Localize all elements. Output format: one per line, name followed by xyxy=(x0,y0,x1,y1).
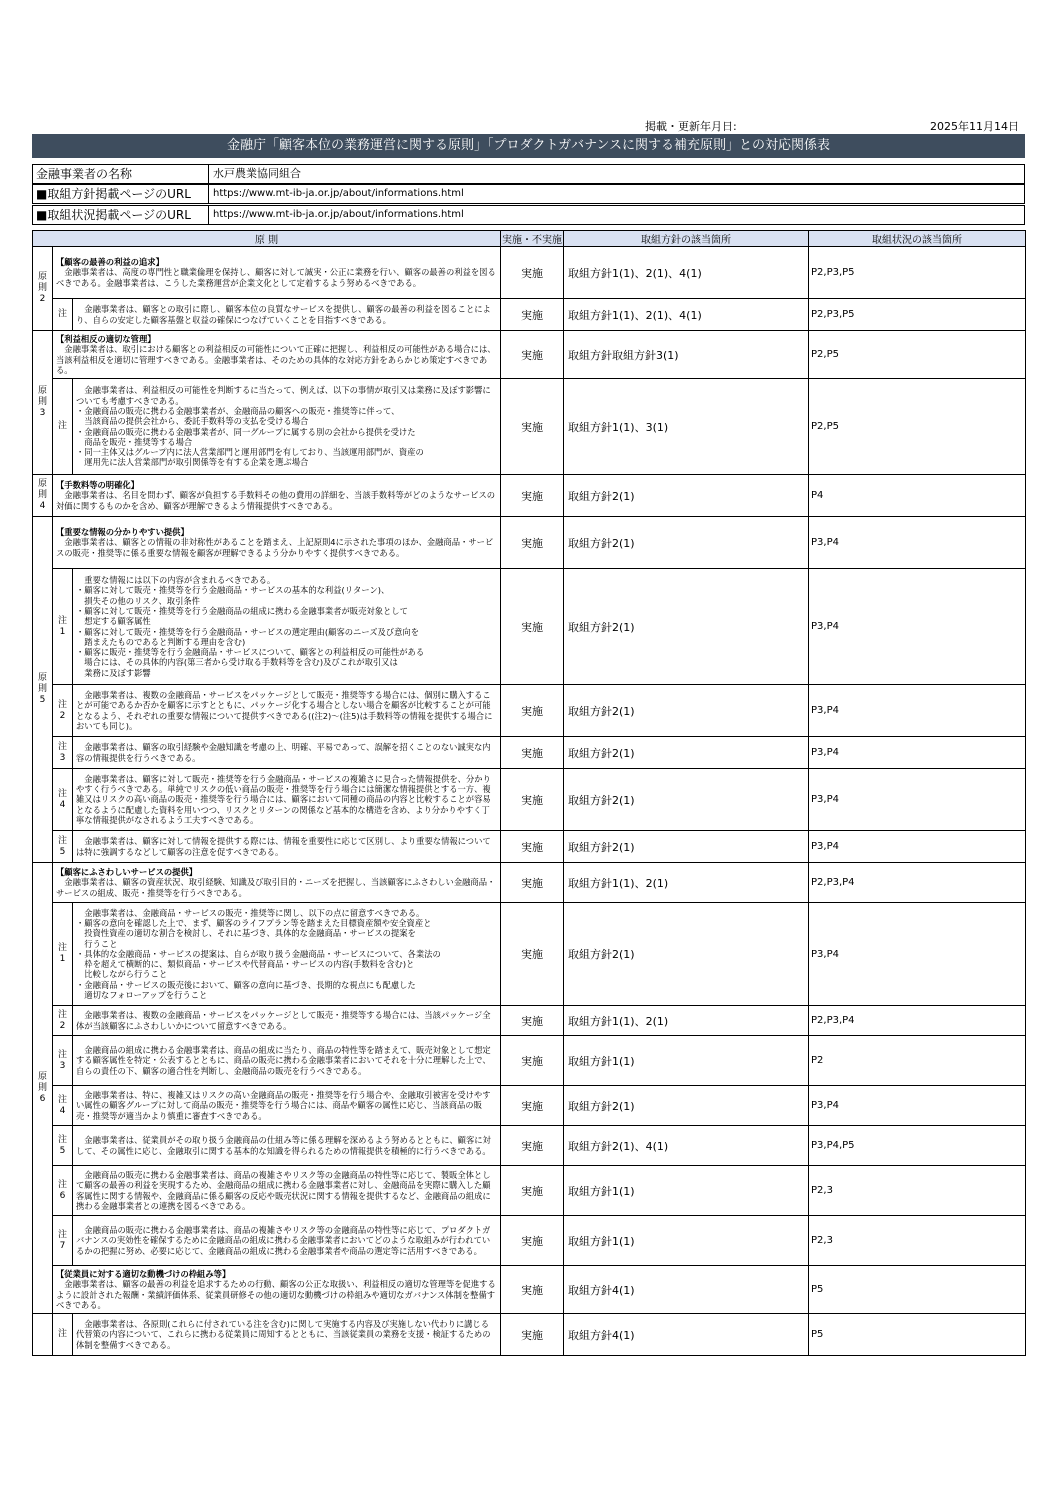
status-cell: P2,P3,P4 xyxy=(809,863,1026,903)
note-text xyxy=(73,569,501,685)
note-body: 重要な情報には以下の内容が含まれるべきである。 ・顧客に対して販売・推奨等を行う金融商品・サービスの基本的な利益(リターン)、 損失その他のリスク、取引条件 ・顧客に対して販売・推奨等を行う金融商品の組成に携わる金融事業者が販売対象として 想定する顧客属性 ・顧客に対して販売・推奨等を行う金融商品・サービスの選定理由(顧客のニーズ及び意向を 踏まえたものであると判断する理由を含む) ・顧客に販売・推奨等を行う金融商品・サービスについて、顧客との利益相反の可能性がある 場合には、その具体的内容(第三者から受け取る手数料等を含む)及びこれが取引又は 業務に及ぼす影響 xyxy=(76,575,425,678)
policy-cell: 取組方針2(1) xyxy=(564,769,809,831)
note-label: 注 6 xyxy=(53,1166,73,1216)
table-row xyxy=(33,1266,1026,1314)
note-label: 注 4 xyxy=(53,769,73,831)
note-body: 金融商品の販売に携わる金融事業者は、商品の複雑さやリスク等の金融商品の特性等に応じて、製販全体として顧客の最善の利益を実現するため、金融商品の組成に携わる金融事業者に対し、金融商品を実際に購入した顧客属性に関する情報や、金融商品に係る顧客の反応や販売状況に関する情報を提供するなど、金融商品の組成に携わる金融事業者との連携を図るべきである。 xyxy=(76,1169,491,1211)
impl-cell: 実施 xyxy=(501,863,564,903)
status-cell: P2,3 xyxy=(809,1166,1026,1216)
policy-cell: 取組方針1(1) xyxy=(564,1036,809,1086)
policy-cell: 取組方針2(1)、4(1) xyxy=(564,1126,809,1166)
note-body: 金融商品の販売に携わる金融事業者は、商品の複雑さやリスク等の金融商品の特性等に応じて、プロダクトガバナンスの実効性を確保するために金融商品の組成に携わる金融事業者においてどのような取組みが行われているかの把握に努め、必要に応じて、金融商品の組成に携わる金融事業者や商品の選定等に活用すべきである。 xyxy=(76,1225,491,1256)
note-label: 注 1 xyxy=(53,569,73,685)
impl-cell: 実施 xyxy=(501,1314,564,1356)
policy-cell: 取組方針1(1)、2(1)、4(1) xyxy=(564,247,809,299)
impl-cell: 実施 xyxy=(501,1086,564,1126)
status-cell: P2 xyxy=(809,1036,1026,1086)
note-body: 金融事業者は、顧客に対して情報を提供する際には、情報を重要性に応じて区別し、より重要な情報については特に強調するなどして顧客の注意を促すべきである。 xyxy=(76,836,491,857)
principle-heading: 【従業員に対する適切な動機づけの枠組み等】 xyxy=(56,1268,231,1279)
status-cell: P2,P3,P5 xyxy=(809,247,1026,299)
note-text xyxy=(73,379,501,475)
principle-text xyxy=(53,247,501,299)
table-row xyxy=(33,685,1026,737)
note-label: 注 7 xyxy=(53,1216,73,1266)
table-row xyxy=(33,863,1026,903)
policy-cell: 取組方針2(1) xyxy=(564,517,809,569)
impl-cell: 実施 xyxy=(501,331,564,379)
impl-cell: 実施 xyxy=(501,1036,564,1086)
principle-text xyxy=(53,1266,501,1314)
status-cell: P2,3 xyxy=(809,1216,1026,1266)
correspondence-table xyxy=(32,230,1026,1356)
table-row xyxy=(33,379,1026,475)
principle-heading: 【顧客の最善の利益の追求】 xyxy=(56,257,164,268)
status-cell: P3,P4 xyxy=(809,517,1026,569)
principle-text xyxy=(53,331,501,379)
note-text xyxy=(73,1166,501,1216)
policy-cell: 取組方針1(1)、2(1)、4(1) xyxy=(564,299,809,331)
principle-body: 金融事業者は、顧客との情報の非対称性があることを踏まえ、上記原則4に示された事項のほか、金融商品・サービスの販売・推奨等に係る重要な情報を顧客が理解できるよう分かりやすく提供すべきである。 xyxy=(56,537,494,558)
policy-cell: 取組方針2(1) xyxy=(564,831,809,863)
status-url-link[interactable]: https://www.mt-ib-ja.or.jp/about/informations.html xyxy=(213,209,464,220)
note-label: 注 3 xyxy=(53,1036,73,1086)
table-row xyxy=(33,737,1026,769)
impl-cell: 実施 xyxy=(501,569,564,685)
policy-cell: 取組方針2(1) xyxy=(564,903,809,1006)
note-body: 金融事業者は、顧客の取引経験や金融知識を考慮の上、明確、平易であって、誤解を招くことのない誠実な内容の情報提供を行うべきである。 xyxy=(76,742,491,763)
status-cell: P2,P3,P4 xyxy=(809,1006,1026,1036)
impl-cell: 実施 xyxy=(501,685,564,737)
col-header-principle: 原 則 xyxy=(33,231,501,247)
document-title: 金融庁「顧客本位の業務運営に関する原則」「プロダクトガバナンスに関する補充原則」との対応関係表 xyxy=(32,134,1025,158)
policy-cell: 取組方針4(1) xyxy=(564,1266,809,1314)
note-body: 金融事業者は、複数の金融商品・サービスをパッケージとして販売・推奨等する場合には、当該パッケージ全体が当該顧客にふさわしいかについて留意すべきである。 xyxy=(76,1010,491,1031)
principle-label: 原 則 4 xyxy=(33,475,53,517)
principle-body: 金融事業者は、高度の専門性と職業倫理を保持し、顧客に対して誠実・公正に業務を行い、顧客の最善の利益を図るべきである。金融事業者は、こうした業務運営が企業文化として定着するよう努めるべきである。 xyxy=(56,267,496,288)
note-label: 注 5 xyxy=(53,1126,73,1166)
status-cell: P3,P4 xyxy=(809,903,1026,1006)
note-body: 金融商品の組成に携わる金融事業者は、商品の組成に当たり、商品の特性等を踏まえて、販売対象として想定する顧客属性を特定・公表するとともに、商品の販売に携わる金融事業者においてそれを十分に理解した上で、自らの責任の下、顧客の適合性を判断し、金融商品の販売を行うべきである。 xyxy=(76,1045,491,1076)
table-row xyxy=(33,1216,1026,1266)
status-cell: P3,P4 xyxy=(809,831,1026,863)
note-label: 注 xyxy=(53,379,73,475)
note-body: 金融事業者は、特に、複雑又はリスクの高い金融商品の販売・推奨等を行う場合や、金融取引被害を受けやすい属性の顧客グループに対して商品の販売・推奨等を行う場合には、商品や顧客の属性に応じ、当該商品の販売・推奨等が適当かより慎重に審査すべきである。 xyxy=(76,1090,491,1121)
status-cell: P3,P4 xyxy=(809,569,1026,685)
note-body: 金融事業者は、金融商品・サービスの販売・推奨等に関し、以下の点に留意すべきである。 ・顧客の意向を確認した上で、まず、顧客のライフプラン等を踏まえた目標資産額や安全資産と 投資性資産の適切な割合を検討し、それに基づき、具体的な金融商品・サービスの提案を 行うこと ・具体的な金融商品・サービスの提案は、自らが取り扱う金融商品・サービスについて、各業法の 枠を超えて横断的に、類似商品・サービスや代替商品・サービスの内容(手数料を含む)と 比較しながら行うこと ・金融商品・サービスの販売後において、顧客の意向に基づき、長期的な視点にも配慮した 適切なフォローアップを行うこと xyxy=(76,907,441,1001)
note-label: 注 5 xyxy=(53,831,73,863)
table-row xyxy=(33,1036,1026,1086)
col-header-impl: 実施・不実施 xyxy=(501,231,564,247)
note-label: 注 xyxy=(53,1314,73,1356)
note-label: 注 1 xyxy=(53,903,73,1006)
principle-text xyxy=(53,475,501,517)
principle-label: 原 則 3 xyxy=(33,331,53,475)
principle-label: 原 則 6 xyxy=(33,863,53,1314)
principle-heading: 【顧客にふさわしいサービスの提供】 xyxy=(56,867,198,878)
policy-cell: 取組方針2(1) xyxy=(564,685,809,737)
table-row xyxy=(33,769,1026,831)
impl-cell: 実施 xyxy=(501,1126,564,1166)
note-body: 金融事業者は、従業員がその取り扱う金融商品の仕組み等に係る理解を深めるよう努めるとともに、顧客に対して、その属性に応じ、金融取引に関する基本的な知識を得られるための情報提供を積極的に行うべきである。 xyxy=(76,1135,491,1156)
note-text xyxy=(73,685,501,737)
note-text xyxy=(73,1126,501,1166)
status-cell: P5 xyxy=(809,1314,1026,1356)
status-cell: P5 xyxy=(809,1266,1026,1314)
table-row xyxy=(33,569,1026,685)
note-text xyxy=(73,1086,501,1126)
table-row xyxy=(33,299,1026,331)
note-text xyxy=(73,769,501,831)
note-body: 金融事業者は、各原則(これらに付されている注を含む)に関して実施する内容及び実施しない代わりに講じる代替策の内容について、これらに携わる従業員に周知するとともに、当該従業員の業務を支援・検証するための体制を整備すべきである。 xyxy=(76,1319,491,1350)
note-text xyxy=(73,299,501,331)
principle-text xyxy=(53,517,501,569)
principle-text xyxy=(53,863,501,903)
note-body: 金融事業者は、複数の金融商品・サービスをパッケージとして販売・推奨等する場合には、個別に購入することが可能であるか否かを顧客に示すとともに、パッケージ化する場合としない場合を顧客が比較することが可能となるよう、それぞれの重要な情報について提供すべきである((注2)～(注5)は手数料等の情報を提供する場合においても同じ)。 xyxy=(76,689,493,731)
table-row xyxy=(33,1086,1026,1126)
status-cell: P3,P4 xyxy=(809,685,1026,737)
table-row xyxy=(33,475,1026,517)
table-row xyxy=(33,1126,1026,1166)
status-cell: P4 xyxy=(809,475,1026,517)
table-row xyxy=(33,903,1026,1006)
note-text xyxy=(73,1314,501,1356)
principle-body: 金融事業者は、名目を問わず、顧客が負担する手数料その他の費用の詳細を、当該手数料等がどのようなサービスの対価に関するものかを含め、顧客が理解できるよう情報提供すべきである。 xyxy=(56,490,496,511)
policy-cell: 取組方針2(1) xyxy=(564,475,809,517)
policy-cell: 取組方針1(1)、2(1) xyxy=(564,1006,809,1036)
status-cell: P3,P4 xyxy=(809,1086,1026,1126)
principle-label: 原 則 2 xyxy=(33,247,53,331)
policy-cell: 取組方針取組方針3(1) xyxy=(564,331,809,379)
status-url-label: ■取組状況掲載ページのURL xyxy=(33,206,209,224)
impl-cell: 実施 xyxy=(501,1216,564,1266)
table-row xyxy=(33,831,1026,863)
note-text xyxy=(73,1036,501,1086)
col-header-policy: 取組方針の該当箇所 xyxy=(564,231,809,247)
impl-cell: 実施 xyxy=(501,1006,564,1036)
company-name-value: 水戸農業協同組合 xyxy=(213,167,301,180)
note-text xyxy=(73,737,501,769)
note-text xyxy=(73,1006,501,1036)
note-label: 注 3 xyxy=(53,737,73,769)
note-label: 注 2 xyxy=(53,1006,73,1036)
impl-cell: 実施 xyxy=(501,1166,564,1216)
table-body xyxy=(33,247,1026,1356)
update-date-label: 掲載・更新年月日: xyxy=(645,120,737,133)
status-cell: P2,P5 xyxy=(809,331,1026,379)
impl-cell: 実施 xyxy=(501,517,564,569)
policy-cell: 取組方針2(1) xyxy=(564,1086,809,1126)
principle-heading: 【利益相反の適切な管理】 xyxy=(56,333,156,344)
principle-label xyxy=(33,1314,53,1356)
note-label: 注 xyxy=(53,299,73,331)
principle-body: 金融事業者は、顧客の資産状況、取引経験、知識及び取引目的・ニーズを把握し、当該顧客にふさわしい金融商品・サービスの組成、販売・推奨等を行うべきである。 xyxy=(56,877,496,898)
company-name-label: 金融事業者の名称 xyxy=(33,165,209,183)
status-url-row xyxy=(32,205,1025,225)
policy-cell: 取組方針1(1) xyxy=(564,1216,809,1266)
note-body: 金融事業者は、顧客に対して販売・推奨等を行う金融商品・サービスの複雑さに見合った情報提供を、分かりやすく行うべきである。単純でリスクの低い商品の販売・推奨等を行う場合には簡潔な情報提供とする一方、複雑又はリスクの高い商品の販売・推奨等を行う場合には、顧客において同種の商品の内容と比較することが容易となるように配慮した資料を用いつつ、リスクとリターンの関係など基本的な構造を含め、より分かりやすく丁寧な情報提供がなされるよう工夫すべきである。 xyxy=(76,773,491,825)
policy-cell: 取組方針2(1) xyxy=(564,737,809,769)
impl-cell: 実施 xyxy=(501,299,564,331)
impl-cell: 実施 xyxy=(501,903,564,1006)
policy-url-label: ■取組方針掲載ページのURL xyxy=(33,185,209,203)
principle-label: 原 則 5 xyxy=(33,517,53,863)
table-row xyxy=(33,1166,1026,1216)
policy-url-link[interactable]: https://www.mt-ib-ja.or.jp/about/informations.html xyxy=(213,188,464,199)
company-name-row xyxy=(32,164,1025,184)
table-row xyxy=(33,517,1026,569)
table-row xyxy=(33,247,1026,299)
status-cell: P2,P3,P5 xyxy=(809,299,1026,331)
note-text xyxy=(73,903,501,1006)
note-label: 注 4 xyxy=(53,1086,73,1126)
policy-url-row xyxy=(32,184,1025,204)
impl-cell: 実施 xyxy=(501,737,564,769)
impl-cell: 実施 xyxy=(501,247,564,299)
table-row xyxy=(33,1006,1026,1036)
table-row xyxy=(33,1314,1026,1356)
status-cell: P3,P4,P5 xyxy=(809,1126,1026,1166)
note-text xyxy=(73,1216,501,1266)
note-body: 金融事業者は、利益相反の可能性を判断するに当たって、例えば、以下の事情が取引又は業務に及ぼす影響についても考慮すべきである。 ・金融商品の販売に携わる金融事業者が、金融商品の顧客への販売・推奨等に伴って、 当該商品の提供会社から、委託手数料等の支払を受ける場合 ・金融商品の販売に携わる金融事業者が、同一グループに属する別の会社から提供を受けた 商品を販売・推奨等する場合 ・同一主体又はグループ内に法人営業部門と運用部門を有しており、当該運用部門が、資産の 運用先に法人営業部門が取引関係等を有する企業を選ぶ場合 xyxy=(76,385,491,468)
principle-body: 金融事業者は、取引における顧客との利益相反の可能性について正確に把握し、利益相反の可能性がある場合には、当該利益相反を適切に管理すべきである。金融事業者は、そのための具体的な対応方針をあらかじめ策定すべきである。 xyxy=(56,344,496,375)
principle-heading: 【手数料等の明確化】 xyxy=(56,480,139,491)
impl-cell: 実施 xyxy=(501,1266,564,1314)
impl-cell: 実施 xyxy=(501,831,564,863)
note-body: 金融事業者は、顧客との取引に際し、顧客本位の良質なサービスを提供し、顧客の最善の利益を図ることにより、自らの安定した顧客基盤と収益の確保につなげていくことを目指すべきである。 xyxy=(76,304,491,325)
note-text xyxy=(73,831,501,863)
status-cell: P3,P4 xyxy=(809,737,1026,769)
policy-cell: 取組方針1(1)、3(1) xyxy=(564,379,809,475)
impl-cell: 実施 xyxy=(501,379,564,475)
note-label: 注 2 xyxy=(53,685,73,737)
policy-cell: 取組方針1(1) xyxy=(564,1166,809,1216)
principle-body: 金融事業者は、顧客の最善の利益を追求するための行動、顧客の公正な取扱い、利益相反の適切な管理等を促進するように設計された報酬・業績評価体系、従業員研修その他の適切な動機づけの枠組みや適切なガバナンス体制を整備すべきである。 xyxy=(56,1279,496,1310)
status-cell: P3,P4 xyxy=(809,769,1026,831)
impl-cell: 実施 xyxy=(501,475,564,517)
policy-cell: 取組方針2(1) xyxy=(564,569,809,685)
impl-cell: 実施 xyxy=(501,769,564,831)
principle-heading: 【重要な情報の分かりやすい提供】 xyxy=(56,527,189,538)
col-header-status: 取組状況の該当箇所 xyxy=(809,231,1026,247)
policy-cell: 取組方針1(1)、2(1) xyxy=(564,863,809,903)
policy-cell: 取組方針4(1) xyxy=(564,1314,809,1356)
update-date-value: 2025年11月14日 xyxy=(930,120,1019,133)
status-cell: P2,P5 xyxy=(809,379,1026,475)
table-row xyxy=(33,331,1026,379)
